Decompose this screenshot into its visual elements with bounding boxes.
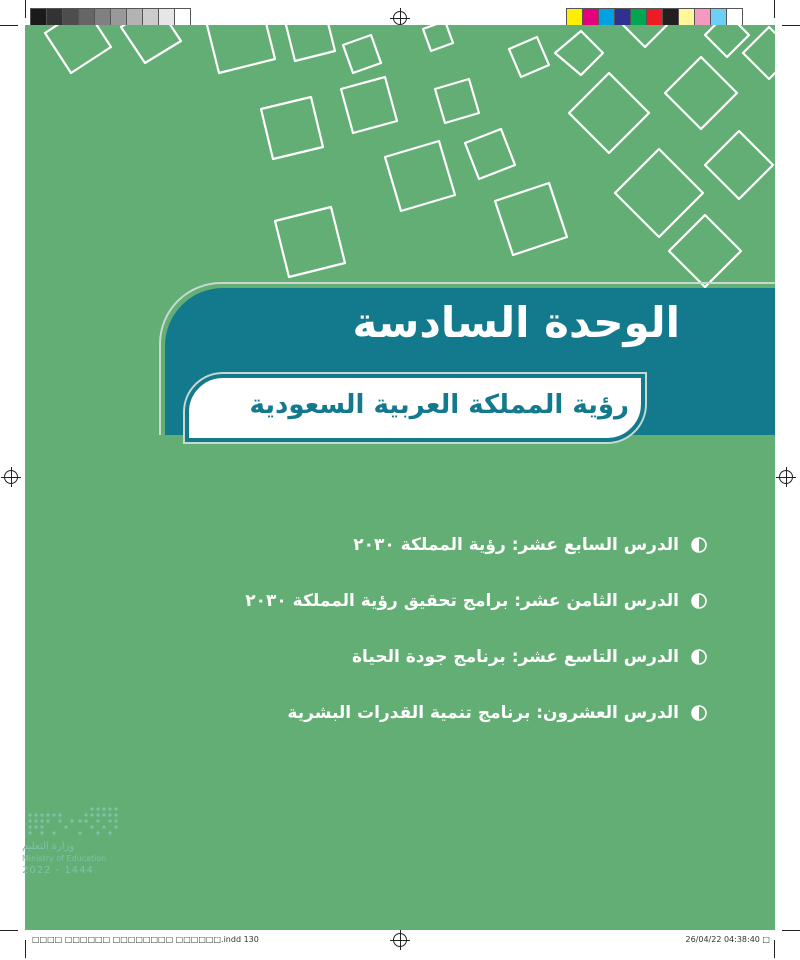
color-swatch [726,8,743,26]
crop-mark [0,930,18,931]
color-swatch [630,8,647,26]
unit-subtitle: رؤية المملكة العربية السعودية [249,390,629,420]
half-circle-bullet-icon [691,593,707,609]
color-swatch [158,8,175,26]
unit-cover-page [25,25,775,930]
color-swatch [78,8,95,26]
color-swatch [62,8,79,26]
half-circle-bullet-icon [691,649,707,665]
unit-subtitle-box [185,374,645,442]
slug-filename: □□□□ □□□□□□ □□□□□□□□ □□□□□□.indd 130 [32,935,259,944]
color-swatch [94,8,111,26]
lesson-item [107,644,707,670]
color-swatch [110,8,127,26]
color-swatch [174,8,191,26]
lesson-title: الدرس الثامن عشر: برامج تحقيق رؤية المملكة ٢٠٣٠ [245,591,679,611]
color-swatch [614,8,631,26]
registration-mark-right [779,470,793,484]
color-swatch [678,8,695,26]
lesson-title: الدرس السابع عشر: رؤية المملكة ٢٠٣٠ [353,535,679,555]
crop-mark [774,0,775,18]
ministry-name-arabic: وزارة التعليم [22,841,75,852]
decorative-squares-pattern [25,25,775,315]
crop-mark [782,25,800,26]
color-swatch [142,8,159,26]
lesson-list [107,532,707,756]
registration-mark-left [4,470,18,484]
slug-timestamp: 26/04/22 04:38:40 □ [685,935,770,944]
half-circle-bullet-icon [691,705,707,721]
color-swatch [46,8,63,26]
ministry-logo [22,805,162,877]
edition-years: 2022 - 1444 [22,865,94,876]
lesson-item [107,700,707,726]
crop-mark [774,940,775,958]
ministry-dots-icon [22,805,122,841]
crop-mark [0,25,18,26]
lesson-item [107,588,707,614]
half-circle-bullet-icon [691,537,707,553]
color-swatch [566,8,583,26]
process-color-bar [566,8,742,26]
ministry-name-english: Ministry of Education [22,854,107,863]
crop-mark [782,930,800,931]
unit-title: الوحدة السادسة [352,298,680,347]
color-swatch [662,8,679,26]
lesson-item [107,532,707,558]
color-swatch [710,8,727,26]
crop-mark [25,940,26,958]
color-swatch [582,8,599,26]
color-swatch [598,8,615,26]
gray-color-bar [30,8,190,26]
color-swatch [126,8,143,26]
color-swatch [646,8,663,26]
registration-mark-top [393,11,407,25]
lesson-title: الدرس العشرون: برنامج تنمية القدرات البشرية [287,703,679,723]
color-swatch [694,8,711,26]
crop-mark [25,0,26,18]
lesson-title: الدرس التاسع عشر: برنامج جودة الحياة [351,647,679,667]
color-swatch [30,8,47,26]
registration-mark-bottom [393,933,407,947]
